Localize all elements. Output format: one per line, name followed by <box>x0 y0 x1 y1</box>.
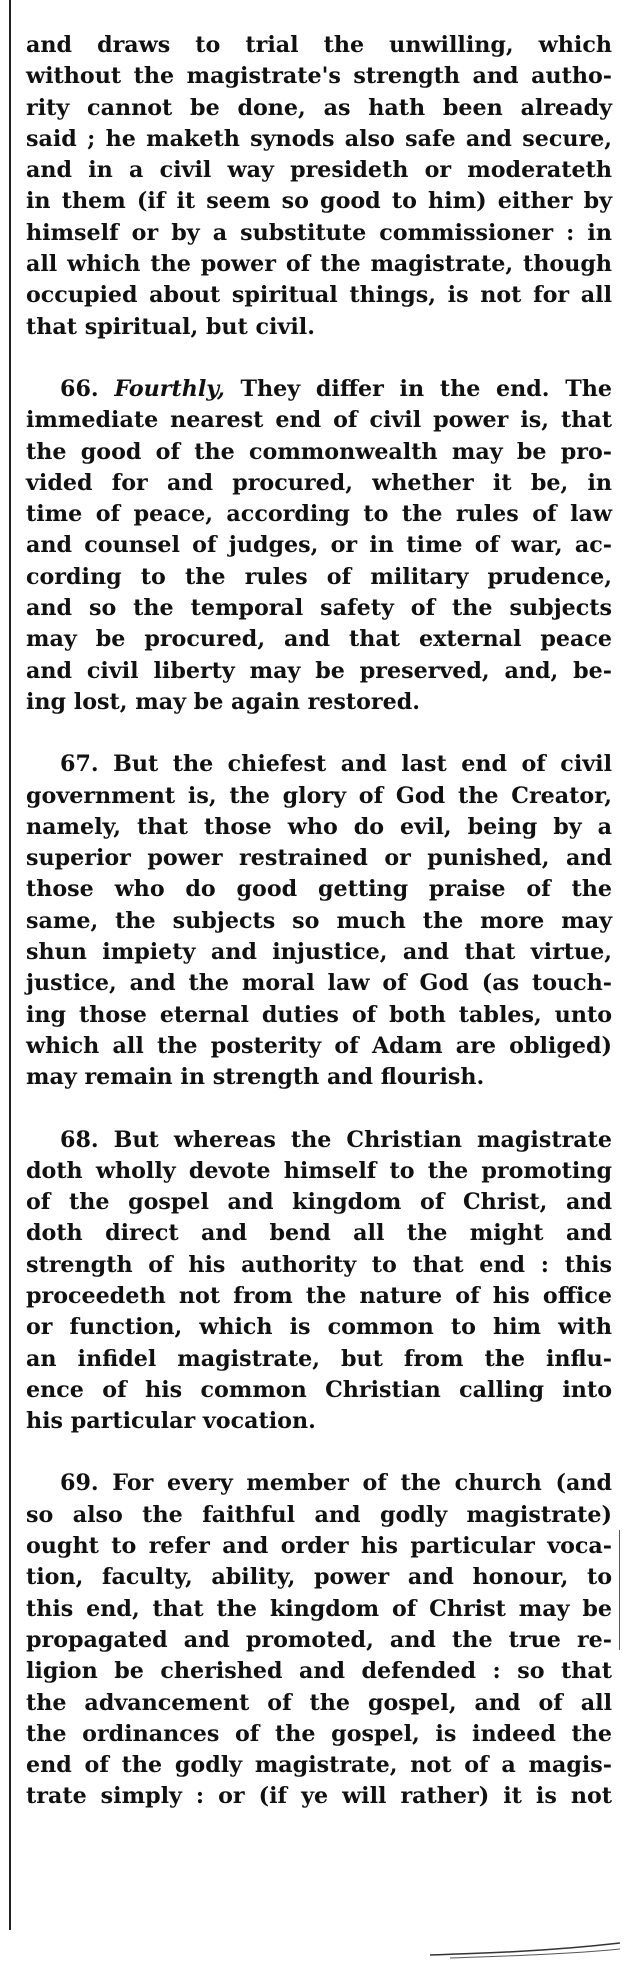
text-line: in them (if it seem so good to him) either by <box>26 188 612 215</box>
text-fragment: But the chiefest and last end of civil <box>113 751 612 778</box>
text-line: rity cannot be done, as hath been already <box>26 94 612 121</box>
text-line: ought to refer and order his particular voca- <box>26 1533 612 1560</box>
text-line: propagated and promoted, and the true re- <box>26 1626 612 1653</box>
paragraph-number: 69. <box>60 1470 99 1497</box>
page-curl-decoration <box>430 1935 620 1959</box>
text-line: government is, the glory of God the Creator, <box>26 782 612 809</box>
text-line: all which the power of the magistrate, though <box>26 251 612 278</box>
text-line: ligion be cherished and defended : so that <box>26 1658 612 1685</box>
text-line: may remain in strength and flourish. <box>26 1064 485 1091</box>
paragraph-67 <box>26 749 612 1093</box>
text-line: trate simply : or (if ye will rather) it is not <box>26 1783 612 1810</box>
text-line: that spiritual, but civil. <box>26 313 315 340</box>
text-line: superior power restrained or punished, and <box>26 845 612 872</box>
paragraph-number: 67. <box>60 751 99 778</box>
text-line: time of peace, according to the rules of law <box>26 501 612 528</box>
text-fragment: For every member of the church (and <box>112 1470 612 1497</box>
paragraph-number: 66. <box>60 375 99 402</box>
text-line: the good of the commonwealth may be pro- <box>26 438 612 465</box>
text-line: cording to the rules of military prudence, <box>26 563 612 590</box>
text-line: ing lost, may be again restored. <box>26 688 420 715</box>
text-line: may be procured, and that external peace <box>26 626 612 653</box>
paragraph-68 <box>26 1125 612 1438</box>
text-line: and in a civil way presideth or moderateth <box>26 157 612 184</box>
text-line: so also the faithful and godly magistrate) <box>26 1501 612 1528</box>
text-line: those who do good getting praise of the <box>26 876 612 903</box>
text-line: said ; he maketh synods also safe and secure, <box>26 125 612 152</box>
paragraph-69 <box>26 1468 612 1812</box>
text-line: vided for and procured, whether it be, in <box>26 469 612 496</box>
text-line: or function, which is common to him with <box>26 1314 612 1341</box>
text-line: the ordinances of the gospel, is indeed the <box>26 1720 612 1747</box>
italic-lead: Fourthly, <box>114 375 225 402</box>
text-fragment: They differ in the end. The <box>240 375 612 402</box>
right-margin-mark <box>619 1530 620 1650</box>
text-line: ence of his common Christian calling into <box>26 1376 612 1403</box>
text-line: the advancement of the gospel, and of all <box>26 1689 612 1716</box>
text-line: namely, that those who do evil, being by a <box>26 813 612 840</box>
body-text <box>26 30 612 1813</box>
text-line: justice, and the moral law of God (as touch- <box>26 970 612 997</box>
text-line: and counsel of judges, or in time of war, ac- <box>26 532 612 559</box>
text-line: this end, that the kingdom of Christ may be <box>26 1595 612 1622</box>
text-line: and draws to trial the unwilling, which <box>26 32 612 58</box>
text-line <box>26 749 612 780</box>
text-fragment: But whereas the Christian magistrate <box>113 1126 612 1153</box>
text-line: an infidel magistrate, but from the influ- <box>26 1345 612 1372</box>
text-line: and so the temporal safety of the subjects <box>26 595 612 622</box>
paragraph-66 <box>26 374 612 718</box>
text-line: shun impiety and injustice, and that virtue, <box>26 939 612 966</box>
text-line: occupied about spiritual things, is not for all <box>26 282 612 309</box>
text-line: ing those eternal duties of both tables, unto <box>26 1001 612 1028</box>
text-line: doth wholly devote himself to the promoting <box>26 1157 612 1184</box>
text-line: himself or by a substitute commissioner : in <box>26 219 612 246</box>
text-line: strength of his authority to that end : this <box>26 1251 612 1278</box>
paragraph-continued <box>26 30 612 343</box>
text-line: and civil liberty may be preserved, and, be- <box>26 657 612 684</box>
text-line: end of the godly magistrate, not of a magis- <box>26 1752 612 1779</box>
text-line <box>26 1125 612 1156</box>
text-line: tion, faculty, ability, power and honour, to <box>26 1564 612 1591</box>
paragraph-number: 68. <box>60 1126 99 1153</box>
text-line: doth direct and bend all the might and <box>26 1220 612 1247</box>
text-line: proceedeth not from the nature of his office <box>26 1282 612 1309</box>
text-line: same, the subjects so much the more may <box>26 907 612 934</box>
text-line <box>26 1468 612 1499</box>
text-line: immediate nearest end of civil power is, that <box>26 407 612 434</box>
text-line: his particular vocation. <box>26 1408 316 1435</box>
text-line: which all the posterity of Adam are obliged) <box>26 1032 612 1059</box>
text-line <box>26 374 612 405</box>
left-margin-rule <box>9 0 11 1930</box>
text-line: of the gospel and kingdom of Christ, and <box>26 1189 612 1216</box>
text-line: without the magistrate's strength and autho- <box>26 63 612 90</box>
